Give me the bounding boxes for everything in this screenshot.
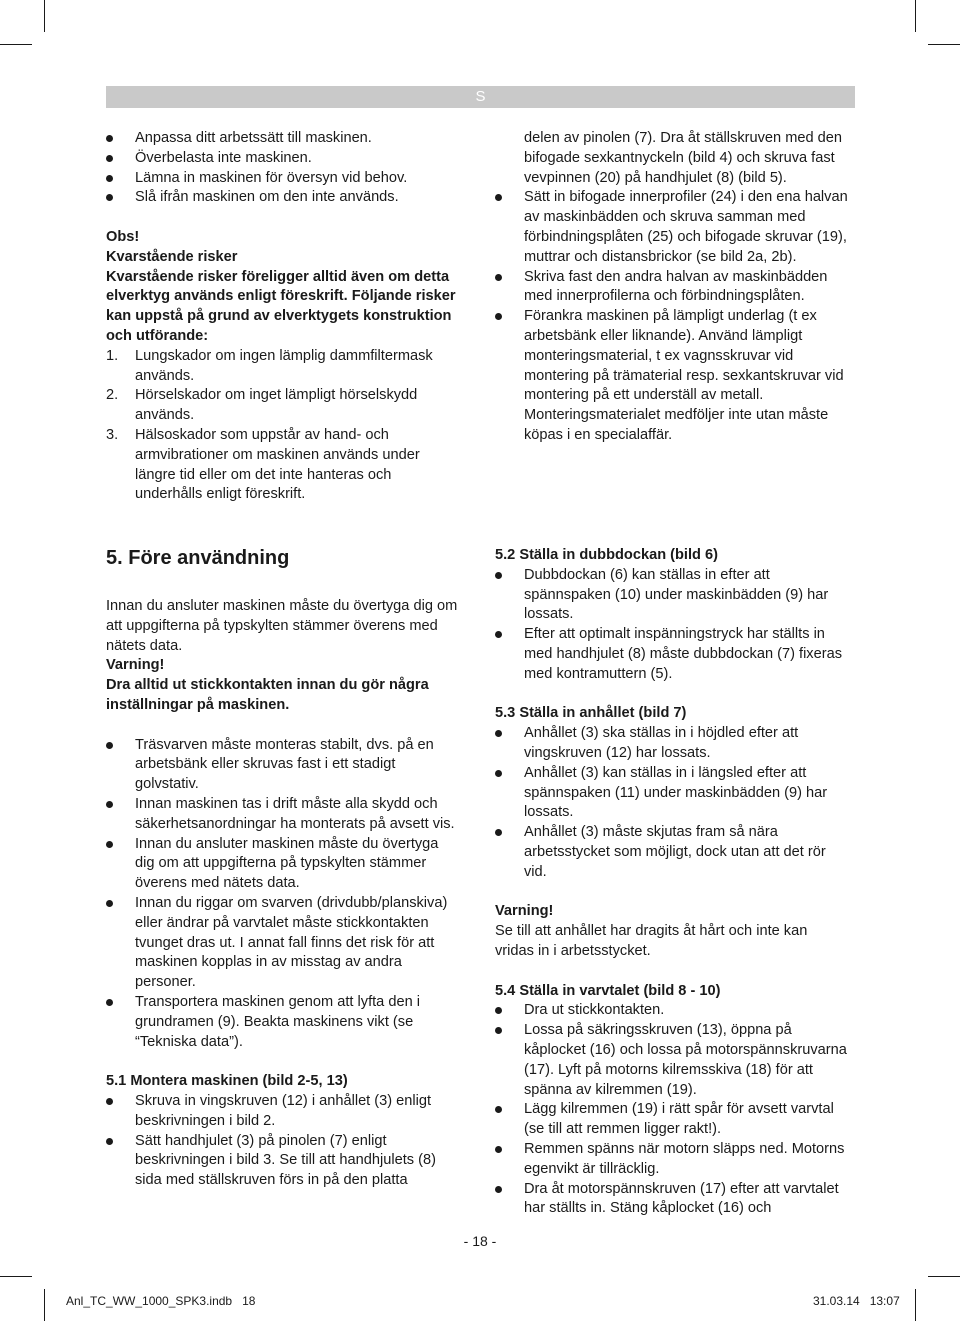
list-text: Lungskador om ingen lämplig dammfiltermask används. (135, 347, 433, 384)
crop-mark (928, 1276, 960, 1277)
section-5-title: 5. Före användning (106, 547, 290, 569)
list-item: Slå ifrån maskinen om den inte används. (106, 188, 461, 208)
list-item: Dubbdockan (6) kan ställas in efter att spännspaken (10) under maskinbädden (9) har lossats. (495, 566, 850, 625)
list-item: Lämna in maskinen för översyn vid behov. (106, 169, 461, 189)
page-number: - 18 - (463, 1233, 497, 1249)
list-text: Hörselskador om inget lämpligt hörselskydd används. (135, 387, 418, 424)
crop-mark (0, 1276, 32, 1277)
list-item: Innan du riggar om svarven (drivdubb/planskiva) eller ändrar på varvtalet måste stickkontakten tvunget dras ut. I annat fall finns det risk för att maskinen kopplas in av misstag av andra personer. (106, 894, 461, 993)
list-item: Dra ut stickkontakten. (495, 1001, 850, 1021)
warning-text: Se till att anhållet har dragits åt hårt och inte kan vridas in i arbetsstycket. (495, 923, 808, 959)
list-item: Lossa på säkringsskruven (13), öppna på kåplocket (16) och lossa på motorspännskruvarna (17). Lyft på motorns kilremsskiva (18) för att spänna av kilremmen (19). (495, 1021, 850, 1100)
list-item: Remmen spänns när motorn släpps ned. Motorns egenvikt är tillräcklig. (495, 1140, 850, 1180)
list-item: Anhållet (3) ska ställas in i höjdled efter att vingskruven (12) har lossats. (495, 724, 850, 764)
section-5-4-bullet-list (495, 1001, 850, 1219)
assembly-bullet-list (495, 188, 850, 445)
usage-bullet-list (106, 129, 461, 208)
left-bottom-block (106, 546, 461, 1191)
list-item: Innan du ansluter maskinen måste du övertyga dig om att uppgifterna på typskylten stämmer överens med nätets data. (106, 835, 461, 894)
residual-risk-text: Kvarstående risker föreligger alltid även om detta elverktyg används enligt föreskrift. Följande risker kan uppstå på grund av elverktygets konstruktion och utförande: (106, 268, 456, 344)
right-bottom-block (495, 546, 850, 1219)
list-item: Skriva fast den andra halvan av maskinbädden med innerprofilerna och förbindningsplåten. (495, 268, 850, 308)
list-item: Dra åt motorspännskruven (17) efter att varvtalet har ställts in. Stäng kåplocket (16) och (495, 1180, 850, 1220)
list-number: 3. (106, 426, 119, 443)
footer-date-time: 31.03.14 13:07 (813, 1294, 900, 1308)
section-5-1-title: 5.1 Montera maskinen (bild 2-5, 13) (106, 1073, 348, 1090)
list-item (106, 347, 461, 387)
warning-label: Varning! (495, 903, 554, 920)
list-item: Lägg kilremmen (19) i rätt spår för avsett varvtal (se till att remmen ligger rakt!). (495, 1100, 850, 1140)
list-item: Träsvarven måste monteras stabilt, dvs. på en arbetsbänk eller skruvas fast i ett stadigt golvstativ. (106, 736, 461, 795)
list-number: 2. (106, 387, 119, 404)
section-letter: S (475, 88, 486, 105)
list-item: Efter att optimalt inspänningstryck har ställts in med handhjulet (8) måste dubbdockan (7) fixeras med kontramuttern (5). (495, 625, 850, 684)
list-item: Transportera maskinen genom att lyfta den i grundramen (9). Beakta maskinens vikt (se “Tekniska data”). (106, 993, 461, 1052)
list-item: Sätt in bifogade innerprofiler (24) i den ena halvan av maskinbädden och skruva samman med förbindningsplåten (25) och bifogade skruvar (19), muttrar och distansbrickor (se bild 2a, 2b). (495, 188, 850, 267)
crop-mark (44, 1289, 45, 1321)
continued-text: delen av pinolen (7). Dra åt ställskruven med den bifogade sexkantnyckeln (bild 4) och skruva fast vevpinnen (20) på handhjulet (8) (bild 5). (524, 130, 842, 186)
crop-mark (915, 1289, 916, 1321)
section-5-3-bullet-list (495, 724, 850, 882)
right-top-block (495, 129, 850, 446)
list-item: Överbelasta inte maskinen. (106, 149, 461, 169)
list-item: Anhållet (3) kan ställas in i längsled efter att spännspaken (11) under maskinbädden (9) har lossats. (495, 764, 850, 823)
list-item: Innan maskinen tas i drift måste alla skydd och säkerhetsanordningar ha monterats på avsett vis. (106, 795, 461, 835)
section-5-1-bullet-list (106, 1092, 461, 1191)
section-5-3-title: 5.3 Ställa in anhållet (bild 7) (495, 705, 687, 722)
section-5-intro: Innan du ansluter maskinen måste du övertyga dig om att uppgifterna på typskylten stämmer överens med nätets data. (106, 598, 458, 654)
warning-text: Dra alltid ut stickkontakten innan du gör några inställningar på maskinen. (106, 677, 429, 713)
list-item: Förankra maskinen på lämpligt underlag (t ex arbetsbänk eller liknande). Använd lämpligt monteringsmaterial, t ex vagnsskruvar vid montering på trämaterial resp. sexkantskruvar vid montering på ett underställ av metall. Monteringsmaterialet medföljer inte utan måste köpas i en specialaffär. (495, 307, 850, 446)
list-item (106, 386, 461, 426)
section-5-2-bullet-list (495, 566, 850, 685)
language-header-bar (106, 86, 855, 108)
section-5-4-title: 5.4 Ställa in varvtalet (bild 8 - 10) (495, 982, 721, 999)
crop-mark (928, 44, 960, 45)
risk-list (106, 347, 461, 505)
section-5-bullet-list (106, 736, 461, 1053)
list-number: 1. (106, 347, 119, 364)
list-item: Skruva in vingskruven (12) i anhållet (3) enligt beskrivningen i bild 2. (106, 1092, 461, 1132)
list-item: Anhållet (3) måste skjutas fram så nära arbetsstycket som möjligt, dock utan att det rör vid. (495, 823, 850, 882)
section-5-2-title: 5.2 Ställa in dubbdockan (bild 6) (495, 547, 718, 563)
warning-label: Varning! (106, 657, 165, 674)
footer-file-name: Anl_TC_WW_1000_SPK3.indb 18 (66, 1294, 256, 1308)
crop-mark (915, 0, 916, 32)
left-top-block (106, 129, 461, 505)
list-text: Hälsoskador som uppstår av hand- och armvibrationer om maskinen används under längre tid eller om det inte hanteras och underhålls enligt föreskrift. (135, 426, 420, 503)
obs-label: Obs! (106, 228, 140, 245)
crop-mark (0, 44, 32, 45)
list-item: Anpassa ditt arbetssätt till maskinen. (106, 129, 461, 149)
residual-risk-title: Kvarstående risker (106, 248, 238, 265)
crop-mark (44, 0, 45, 32)
list-item: Sätt handhjulet (3) på pinolen (7) enligt beskrivningen i bild 3. Se till att handhjulets (8) sida med ställskruven förs in på den platta (106, 1132, 461, 1191)
list-item (106, 426, 461, 505)
